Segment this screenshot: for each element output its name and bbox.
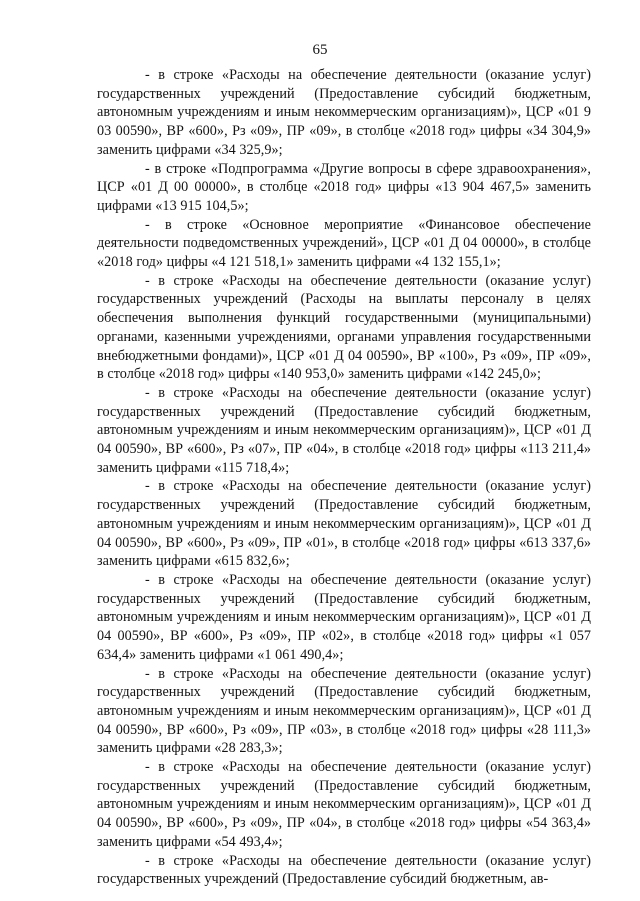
amendment-paragraph: - в строке «Расходы на обеспечение деятельности (оказание услуг) государственных учреждений (Предоставление субсидий бюджетным, автономным учреждениям и иным некоммерческим организациям)», ЦСР «01 Д 04 00590», ВР «600», Рз «07», ПР «04», в столбце «2018 год» цифры «113 211,4» заменить цифрами «115 718,4»; [97, 384, 591, 476]
amendment-paragraph: - в строке «Основное мероприятие «Финансовое обеспечение деятельности подведомственных учреждений», ЦСР «01 Д 04 00000», в столбце «2018 год» цифры «4 121 518,1» заменить цифрами «4 132 155,1»; [97, 216, 591, 271]
amendment-paragraph: - в строке «Расходы на обеспечение деятельности (оказание услуг) государственных учреждений (Предоставление субсидий бюджетным, ав- [97, 852, 591, 888]
amendment-paragraph: - в строке «Расходы на обеспечение деятельности (оказание услуг) государственных учреждений (Предоставление субсидий бюджетным, автономным учреждениям и иным некоммерческим организациям)», ЦСР «01 Д 04 00590», ВР «600», Рз «09», ПР «02», в столбце «2018 год» цифры «1 057 634,4» заменить цифрами «1 061 490,4»; [97, 571, 591, 663]
document-body [97, 66, 591, 889]
amendment-paragraph: - в строке «Расходы на обеспечение деятельности (оказание услуг) государственных учреждений (Предоставление субсидий бюджетным, автономным учреждениям и иным некоммерческим организациям)», ЦСР «01 Д 04 00590», ВР «600», Рз «09», ПР «04», в столбце «2018 год» цифры «54 363,4» заменить цифрами «54 493,4»; [97, 759, 591, 850]
page-number: 65 [312, 42, 328, 58]
amendment-paragraph: - в строке «Расходы на обеспечение деятельности (оказание услуг) государственных учреждений (Предоставление субсидий бюджетным, автономным учреждениям и иным некоммерческим организациям)», ЦСР «01 9 03 00590», ВР «600», Рз «09», ПР «09», в столбце «2018 год» цифры «34 304,9» заменить цифрами «34 325,9»; [97, 67, 591, 158]
amendment-paragraph: - в строке «Расходы на обеспечение деятельности (оказание услуг) государственных учреждений (Расходы на выплаты персоналу в целях обеспечения выполнения функций государственными (муниципальными) органами, казенными учреждениями, органами управления государственными внебюджетными фондами)», ЦСР «01 Д 04 00590», ВР «100», Рз «09», ПР «09», в столбце «2018 год» цифры «140 953,0» заменить цифрами «142 245,0»; [97, 272, 591, 383]
amendment-paragraph: - в строке «Расходы на обеспечение деятельности (оказание услуг) государственных учреждений (Предоставление субсидий бюджетным, автономным учреждениям и иным некоммерческим организациям)», ЦСР «01 Д 04 00590», ВР «600», Рз «09», ПР «01», в столбце «2018 год» цифры «613 337,6» заменить цифрами «615 832,6»; [97, 478, 591, 570]
amendment-paragraph: - в строке «Подпрограмма «Другие вопросы в сфере здравоохранения», ЦСР «01 Д 00 00000», в столбце «2018 год» цифры «13 904 467,5» заменить цифрами «13 915 104,5»; [97, 160, 591, 214]
amendment-paragraph: - в строке «Расходы на обеспечение деятельности (оказание услуг) государственных учреждений (Предоставление субсидий бюджетным, автономным учреждениям и иным некоммерческим организациям)», ЦСР «01 Д 04 00590», ВР «600», Рз «09», ПР «03», в столбце «2018 год» цифры «28 111,3» заменить цифрами «28 283,3»; [97, 665, 591, 757]
